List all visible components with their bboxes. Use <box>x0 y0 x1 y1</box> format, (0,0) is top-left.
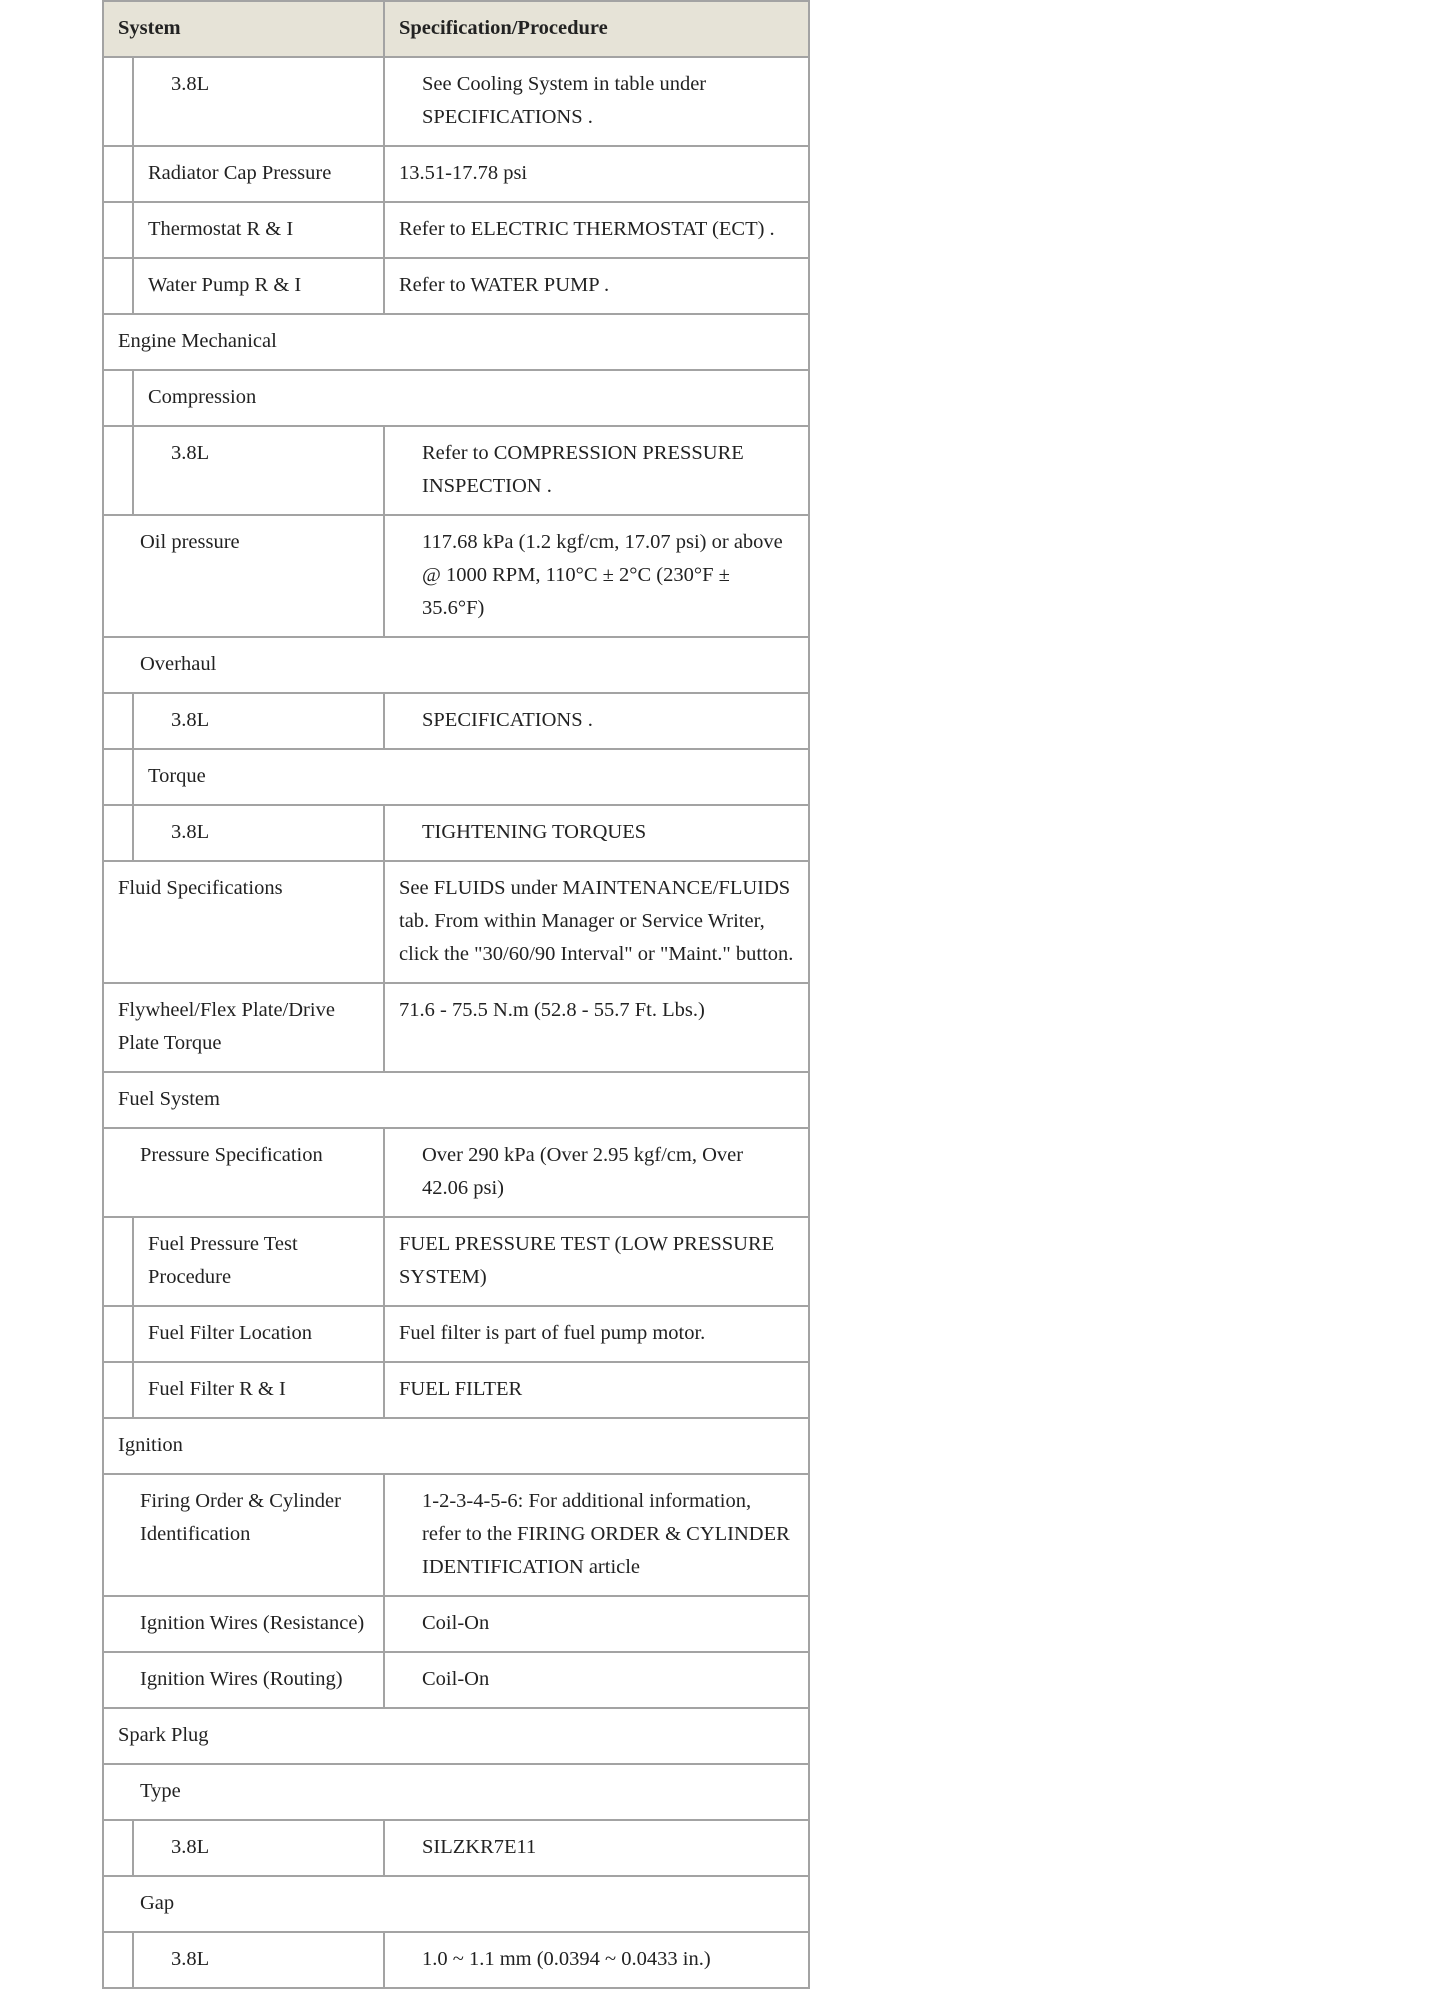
specification-cell: TIGHTENING TORQUES <box>384 805 809 861</box>
table-row <box>103 1362 809 1418</box>
table-row <box>103 1652 809 1708</box>
indent-divider <box>132 146 134 202</box>
table-row <box>103 861 809 983</box>
table-row <box>103 1820 809 1876</box>
system-cell <box>103 1932 384 1988</box>
indent-divider <box>132 805 134 861</box>
system-cell <box>103 1217 384 1306</box>
table-section-row <box>103 1764 809 1820</box>
section-heading-cell <box>103 1876 809 1932</box>
section-heading-cell <box>103 1708 809 1764</box>
table-section-row <box>103 637 809 693</box>
section-heading-cell <box>103 1072 809 1128</box>
system-cell <box>103 983 384 1072</box>
specification-cell: Refer to COMPRESSION PRESSURE INSPECTION . <box>384 426 809 515</box>
table-row <box>103 258 809 314</box>
indent-divider <box>132 57 134 146</box>
table-body <box>103 57 809 1988</box>
indent-divider <box>132 202 134 258</box>
system-label: Type <box>140 1780 181 1802</box>
system-label: Pressure Specification <box>140 1144 323 1166</box>
specification-cell: 1-2-3-4-5-6: For additional information, refer to the FIRING ORDER & CYLINDER IDENTIFICATION article <box>384 1474 809 1596</box>
system-cell <box>103 515 384 637</box>
system-label: 3.8L <box>171 1948 210 1970</box>
table-header-row <box>103 1 809 57</box>
system-label: Flywheel/Flex Plate/Drive Plate Torque <box>118 999 335 1054</box>
table-row <box>103 1217 809 1306</box>
specification-cell: FUEL FILTER <box>384 1362 809 1418</box>
table-row <box>103 1474 809 1596</box>
indent-divider <box>132 426 134 515</box>
system-cell <box>103 57 384 146</box>
system-label: Torque <box>148 765 206 787</box>
specification-cell: Refer to ELECTRIC THERMOSTAT (ECT) . <box>384 202 809 258</box>
indent-divider <box>132 1306 134 1362</box>
system-label: Thermostat R & I <box>148 218 294 240</box>
system-label: Water Pump R & I <box>148 274 302 296</box>
system-cell <box>103 1652 384 1708</box>
indent-divider <box>132 1362 134 1418</box>
table-row <box>103 515 809 637</box>
specification-cell: Coil-On <box>384 1652 809 1708</box>
system-label: Radiator Cap Pressure <box>148 162 332 184</box>
system-label: 3.8L <box>171 821 210 843</box>
specification-cell: Over 290 kPa (Over 2.95 kgf/cm, Over 42.06 psi) <box>384 1128 809 1217</box>
table-section-row <box>103 1876 809 1932</box>
specification-cell: 13.51-17.78 psi <box>384 146 809 202</box>
system-cell <box>103 1820 384 1876</box>
specification-cell: FUEL PRESSURE TEST (LOW PRESSURE SYSTEM) <box>384 1217 809 1306</box>
section-heading-cell <box>103 749 809 805</box>
system-label: Overhaul <box>140 653 217 675</box>
table-row <box>103 983 809 1072</box>
system-label: Fuel Filter R & I <box>148 1378 286 1400</box>
system-label: 3.8L <box>171 709 210 731</box>
specification-cell: Refer to WATER PUMP . <box>384 258 809 314</box>
system-cell <box>103 1128 384 1217</box>
table-row <box>103 1932 809 1988</box>
system-cell <box>103 1362 384 1418</box>
system-label: Compression <box>148 386 257 408</box>
table-section-row <box>103 1072 809 1128</box>
system-cell <box>103 258 384 314</box>
table-row <box>103 1128 809 1217</box>
system-label: Ignition <box>118 1434 183 1456</box>
specification-cell: 117.68 kPa (1.2 kgf/cm, 17.07 psi) or above @ 1000 RPM, 110°C ± 2°C (230°F ± 35.6°F) <box>384 515 809 637</box>
system-label: Engine Mechanical <box>118 330 277 352</box>
specification-cell: 1.0 ~ 1.1 mm (0.0394 ~ 0.0433 in.) <box>384 1932 809 1988</box>
specification-cell: Coil-On <box>384 1596 809 1652</box>
system-label: Fuel System <box>118 1088 220 1110</box>
table-row <box>103 805 809 861</box>
indent-divider <box>132 749 134 805</box>
system-label: Spark Plug <box>118 1724 209 1746</box>
system-label: 3.8L <box>171 1836 210 1858</box>
system-label: 3.8L <box>171 442 210 464</box>
system-cell <box>103 693 384 749</box>
table-section-row <box>103 1708 809 1764</box>
system-cell <box>103 146 384 202</box>
section-heading-cell <box>103 1764 809 1820</box>
system-label: Fuel Filter Location <box>148 1322 312 1344</box>
system-cell <box>103 1474 384 1596</box>
system-label: Fluid Specifications <box>118 877 283 899</box>
system-label: Ignition Wires (Routing) <box>140 1668 343 1690</box>
indent-divider <box>132 370 134 426</box>
system-label: Firing Order & Cylinder Identification <box>140 1490 341 1545</box>
system-label: 3.8L <box>171 73 210 95</box>
table-row <box>103 1596 809 1652</box>
column-header-specification: Specification/Procedure <box>384 1 809 57</box>
table-section-row <box>103 314 809 370</box>
section-heading-cell <box>103 314 809 370</box>
specification-cell: 71.6 - 75.5 N.m (52.8 - 55.7 Ft. Lbs.) <box>384 983 809 1072</box>
system-cell <box>103 861 384 983</box>
column-header-system: System <box>103 1 384 57</box>
indent-divider <box>132 1217 134 1306</box>
table-row <box>103 1306 809 1362</box>
system-label: Fuel Pressure Test Procedure <box>148 1233 298 1288</box>
indent-divider <box>132 693 134 749</box>
system-label: Oil pressure <box>140 531 240 553</box>
table-row <box>103 693 809 749</box>
specification-cell: Fuel filter is part of fuel pump motor. <box>384 1306 809 1362</box>
section-heading-cell <box>103 637 809 693</box>
specification-cell: See FLUIDS under MAINTENANCE/FLUIDS tab. From within Manager or Service Writer, click the "30/60/90 Interval" or "Maint." button. <box>384 861 809 983</box>
section-heading-cell <box>103 1418 809 1474</box>
table-row <box>103 202 809 258</box>
specification-cell: See Cooling System in table under SPECIFICATIONS . <box>384 57 809 146</box>
system-cell <box>103 1596 384 1652</box>
table-row <box>103 57 809 146</box>
indent-divider <box>132 1820 134 1876</box>
specification-cell: SILZKR7E11 <box>384 1820 809 1876</box>
system-label: Gap <box>140 1892 175 1914</box>
system-cell <box>103 1306 384 1362</box>
system-cell <box>103 202 384 258</box>
table-section-row <box>103 1418 809 1474</box>
system-cell <box>103 805 384 861</box>
system-label: Ignition Wires (Resistance) <box>140 1612 365 1634</box>
section-heading-cell <box>103 370 809 426</box>
table-row <box>103 426 809 515</box>
table-section-row <box>103 749 809 805</box>
specifications-table <box>102 0 810 1989</box>
indent-divider <box>132 1932 134 1988</box>
table-row <box>103 146 809 202</box>
indent-divider <box>132 258 134 314</box>
system-cell <box>103 426 384 515</box>
specification-cell: SPECIFICATIONS . <box>384 693 809 749</box>
table-section-row <box>103 370 809 426</box>
